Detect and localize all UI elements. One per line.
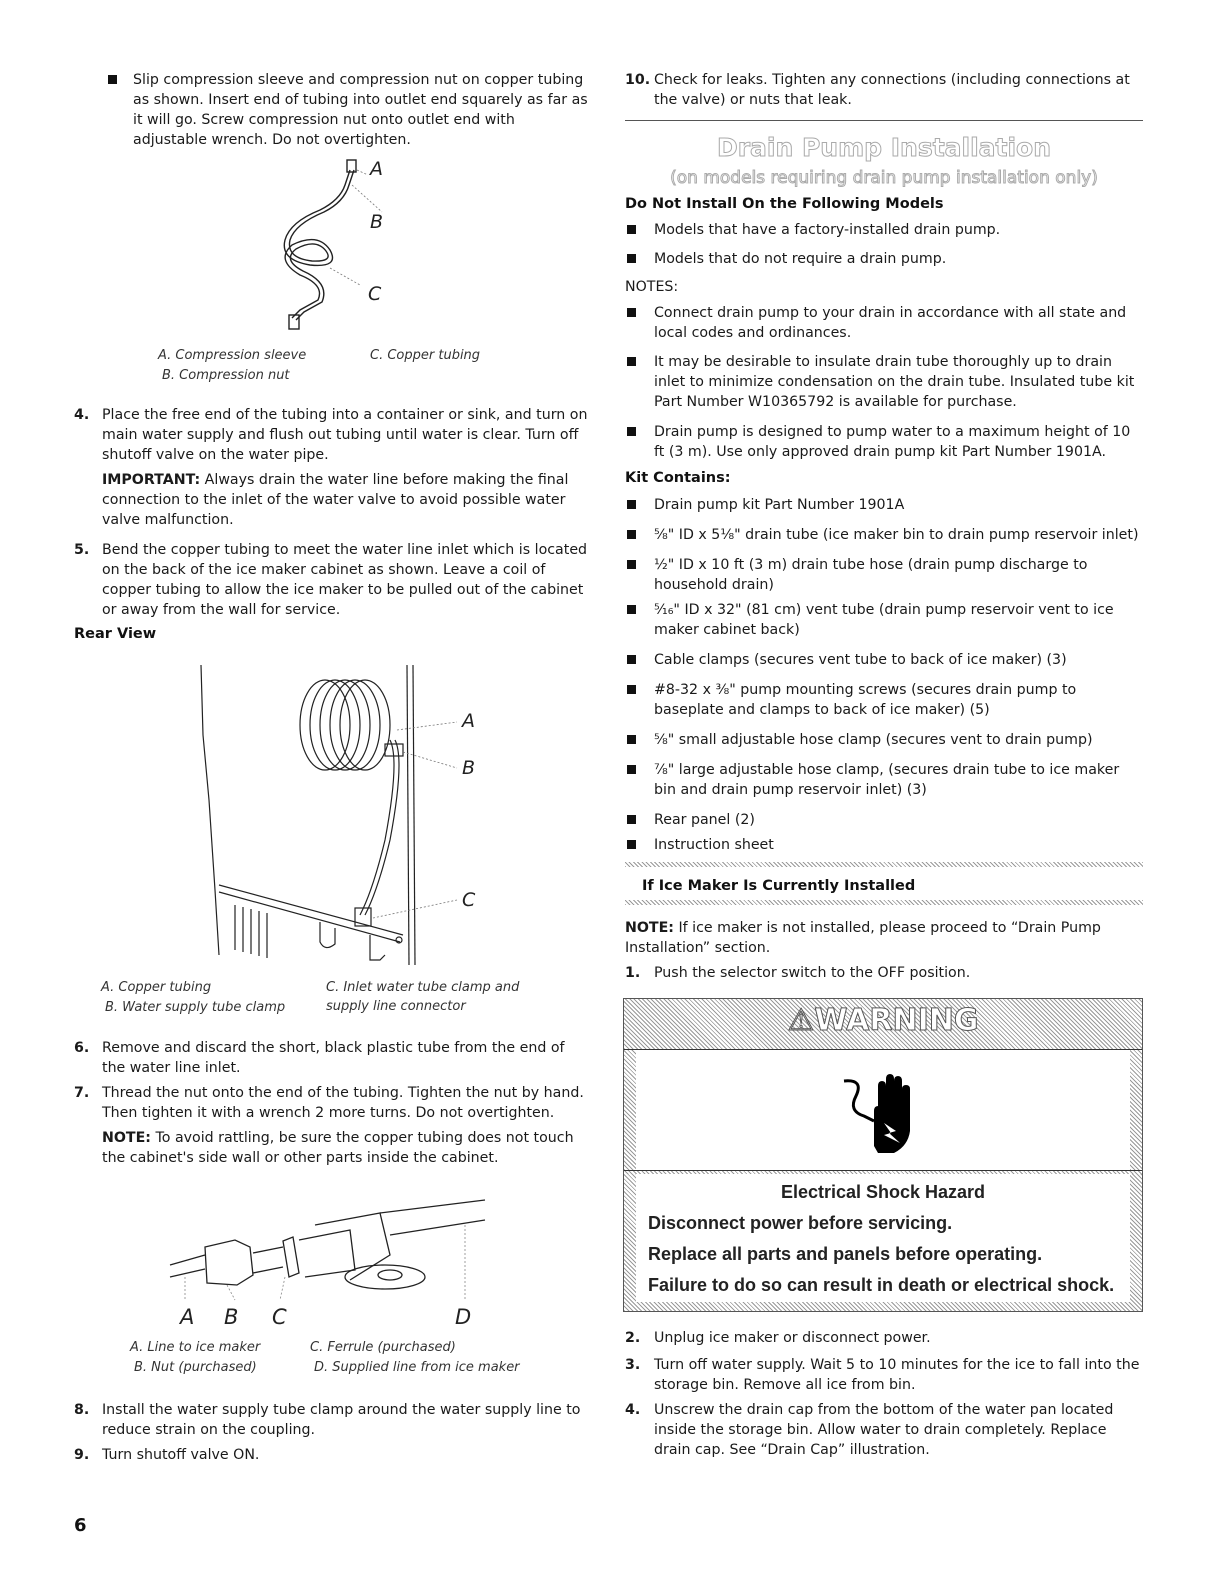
fig2-label-c: C: [462, 889, 476, 911]
right-step-3-number: 3.: [625, 1357, 641, 1373]
kit-item: ⅞" large adjustable hose clamp, (secures drain tube to ice maker bin and drain pump reservoir inlet) (3): [654, 762, 1120, 798]
right-step-3-text: Turn off water supply. Wait 5 to 10 minutes for the ice to fall into the storage bin. Remove all ice from bin.: [654, 1357, 1140, 1393]
fig1-label-c: C: [368, 283, 382, 305]
bullet-icon: [627, 765, 636, 774]
step-6-text: Remove and discard the short, black plastic tube from the end of the water line inlet.: [102, 1040, 565, 1076]
step-9-number: 9.: [74, 1447, 90, 1463]
kit-contains-heading: Kit Contains:: [625, 470, 731, 486]
step-4-number: 4.: [74, 407, 90, 423]
important-label: IMPORTANT:: [102, 472, 201, 488]
bullet-icon: [627, 500, 636, 509]
compression-sleeve-figure: [230, 150, 430, 340]
fig3-label-c: C: [272, 1305, 287, 1329]
kit-item: ½" ID x 10 ft (3 m) drain tube hose (drain pump discharge to household drain): [654, 557, 1088, 593]
bullet-icon: [627, 225, 636, 234]
installed-note-text: If ice maker is not installed, please proceed to “Drain Pump Installation” section.: [625, 920, 1101, 956]
page-number: 6: [74, 1515, 87, 1536]
fig2-caption-b: B. Water supply tube clamp: [105, 1000, 286, 1015]
fig3-caption-a: A. Line to ice maker: [130, 1340, 261, 1355]
right-step-4-number: 4.: [625, 1402, 641, 1418]
bullet-icon: [627, 530, 636, 539]
do-not-install-item: Models that have a factory-installed drain pump.: [654, 222, 1001, 238]
fig3-caption-c: C. Ferrule (purchased): [310, 1340, 456, 1355]
fig2-caption-a: A. Copper tubing: [101, 980, 212, 995]
do-not-install-item: Models that do not require a drain pump.: [654, 251, 947, 267]
bullet-icon: [627, 254, 636, 263]
bullet-icon: [627, 560, 636, 569]
warning-title-text: WARNING: [814, 1003, 979, 1038]
fig2-label-a: A: [462, 710, 475, 732]
step-6-number: 6.: [74, 1040, 90, 1056]
kit-item: Cable clamps (secures vent tube to back of ice maker) (3): [654, 652, 1067, 668]
step-7-note-label: NOTE:: [102, 1130, 151, 1146]
fig1-caption-b: B. Compression nut: [162, 368, 290, 383]
fig1-label-b: B: [370, 211, 384, 233]
subsection-rule-bottom: [625, 900, 1143, 905]
kit-item: #8-32 x ⅜" pump mounting screws (secures drain pump to baseplate and clamps to back of ice maker) (5): [654, 682, 1077, 718]
fig2-caption-c: C. Inlet water tube clamp and supply line connector: [326, 980, 520, 1014]
fig3-caption-b: B. Nut (purchased): [134, 1360, 257, 1375]
bullet-icon: [627, 605, 636, 614]
step-8-number: 8.: [74, 1402, 90, 1418]
step-7-text: Thread the nut onto the end of the tubing. Tighten the nut by hand. Then tighten it with a wrench 2 more turns. Do not overtighten.: [102, 1085, 584, 1121]
fig3-label-d: D: [455, 1305, 472, 1329]
warning-title: [624, 1003, 1142, 1038]
step-7-note: [102, 1128, 588, 1168]
electric-shock-hand-icon: [834, 1061, 934, 1161]
notes-item: Connect drain pump to your drain in accordance with all state and local codes and ordinances.: [654, 305, 1127, 341]
section-divider: [625, 120, 1143, 121]
bullet-icon: [627, 815, 636, 824]
step-7-note-text: To avoid rattling, be sure the copper tubing does not touch the cabinet's side wall or other parts inside the cabinet.: [102, 1130, 574, 1166]
right-step-4-text: Unscrew the drain cap from the bottom of the water pan located inside the storage bin. Allow water to drain completely. Replace drain cap. See “Drain Cap” illustration.: [654, 1402, 1114, 1458]
warning-line: Replace all parts and panels before operating.: [648, 1244, 1043, 1264]
bullet-icon: [627, 308, 636, 317]
right-step-1-text: Push the selector switch to the OFF position.: [654, 965, 971, 981]
step-4-text: Place the free end of the tubing into a container or sink, and turn on main water supply and flush out tubing until water is clear. Turn off shutoff valve on the water pipe.: [102, 407, 588, 463]
bullet-icon: [627, 655, 636, 664]
fig1-label-a: A: [370, 158, 383, 180]
currently-installed-heading: If Ice Maker Is Currently Installed: [642, 878, 916, 894]
kit-item: Drain pump kit Part Number 1901A: [654, 497, 905, 513]
installed-note-label: NOTE:: [625, 920, 674, 936]
step-4-important: [102, 470, 588, 530]
rear-view-figure: [195, 660, 495, 970]
fig2-label-b: B: [462, 757, 476, 779]
fig1-caption-a: A. Compression sleeve: [158, 348, 307, 363]
bullet-icon: [627, 735, 636, 744]
fig3-label-b: B: [224, 1305, 239, 1329]
right-step-2-number: 2.: [625, 1330, 641, 1346]
step-7-number: 7.: [74, 1085, 90, 1101]
slip-compression-text: Slip compression sleeve and compression nut on copper tubing as shown. Insert end of tubing into outlet end squarely as far as it will go. Screw compression nut onto outlet end with adjustable wrench. Do not overtighten.: [133, 72, 588, 148]
section-title: Drain Pump Installation: [716, 133, 1052, 162]
kit-item: ⁵⁄₁₆" ID x 32" (81 cm) vent tube (drain pump reservoir vent to ice maker cabinet back): [654, 602, 1114, 638]
bullet-icon: [627, 840, 636, 849]
step-5-text: Bend the copper tubing to meet the water line inlet which is located on the back of the ice maker cabinet as shown. Leave a coil of copper tubing to allow the ice maker to be pulled out of the cabinet or away from the wall for service.: [102, 542, 588, 618]
notes-item: It may be desirable to insulate drain tube thoroughly up to drain inlet to minimize condensation on the drain tube. Insulated tube kit Part Number W10365792 is available for purchase.: [654, 354, 1135, 410]
water-line-fittings-figure: [165, 1185, 495, 1305]
notes-heading: NOTES:: [625, 279, 679, 295]
fig3-caption-d: D. Supplied line from ice maker: [314, 1360, 520, 1375]
section-subtitle: (on models requiring drain pump installation only): [670, 168, 1098, 188]
installed-note: [625, 918, 1143, 958]
kit-item: Rear panel (2): [654, 812, 755, 828]
warning-box: [623, 998, 1143, 1312]
do-not-install-heading: Do Not Install On the Following Models: [625, 196, 944, 212]
bullet-icon: [627, 427, 636, 436]
warning-line: Failure to do so can result in death or electrical shock.: [648, 1275, 1115, 1295]
right-step-2-text: Unplug ice maker or disconnect power.: [654, 1330, 931, 1346]
important-text: Always drain the water line before making the final connection to the inlet of the water valve to avoid possible water valve malfunction.: [102, 472, 569, 528]
bullet-icon: [627, 357, 636, 366]
right-step-1-number: 1.: [625, 965, 641, 981]
kit-item: ⅝" ID x 5⅛" drain tube (ice maker bin to drain pump reservoir inlet): [654, 527, 1139, 543]
step-10-text: Check for leaks. Tighten any connections (including connections at the valve) or nuts that leak.: [654, 72, 1130, 108]
bullet-icon: [627, 685, 636, 694]
warning-side-left: [624, 1050, 636, 1170]
step-9-text: Turn shutoff valve ON.: [102, 1447, 260, 1463]
warning-side-right: [1130, 1050, 1142, 1170]
kit-item: Instruction sheet: [654, 837, 774, 853]
kit-item: ⅝" small adjustable hose clamp (secures vent to drain pump): [654, 732, 1093, 748]
step-5-number: 5.: [74, 542, 90, 558]
fig3-label-a: A: [180, 1305, 195, 1329]
step-8-text: Install the water supply tube clamp around the water supply line to reduce strain on the coupling.: [102, 1402, 581, 1438]
step-10-number: 10.: [625, 72, 651, 88]
fig1-caption-c: C. Copper tubing: [370, 348, 481, 363]
warning-line: Disconnect power before servicing.: [648, 1213, 953, 1233]
rear-view-heading: Rear View: [74, 626, 157, 642]
subsection-rule-top: [625, 862, 1143, 867]
bullet-icon: [108, 75, 117, 84]
hazard-title: Electrical Shock Hazard: [780, 1182, 986, 1202]
notes-item: Drain pump is designed to pump water to a maximum height of 10 ft (3 m). Use only approved drain pump kit Part Number 1901A.: [654, 424, 1131, 460]
warning-triangle-icon: ⚠: [787, 1003, 815, 1038]
